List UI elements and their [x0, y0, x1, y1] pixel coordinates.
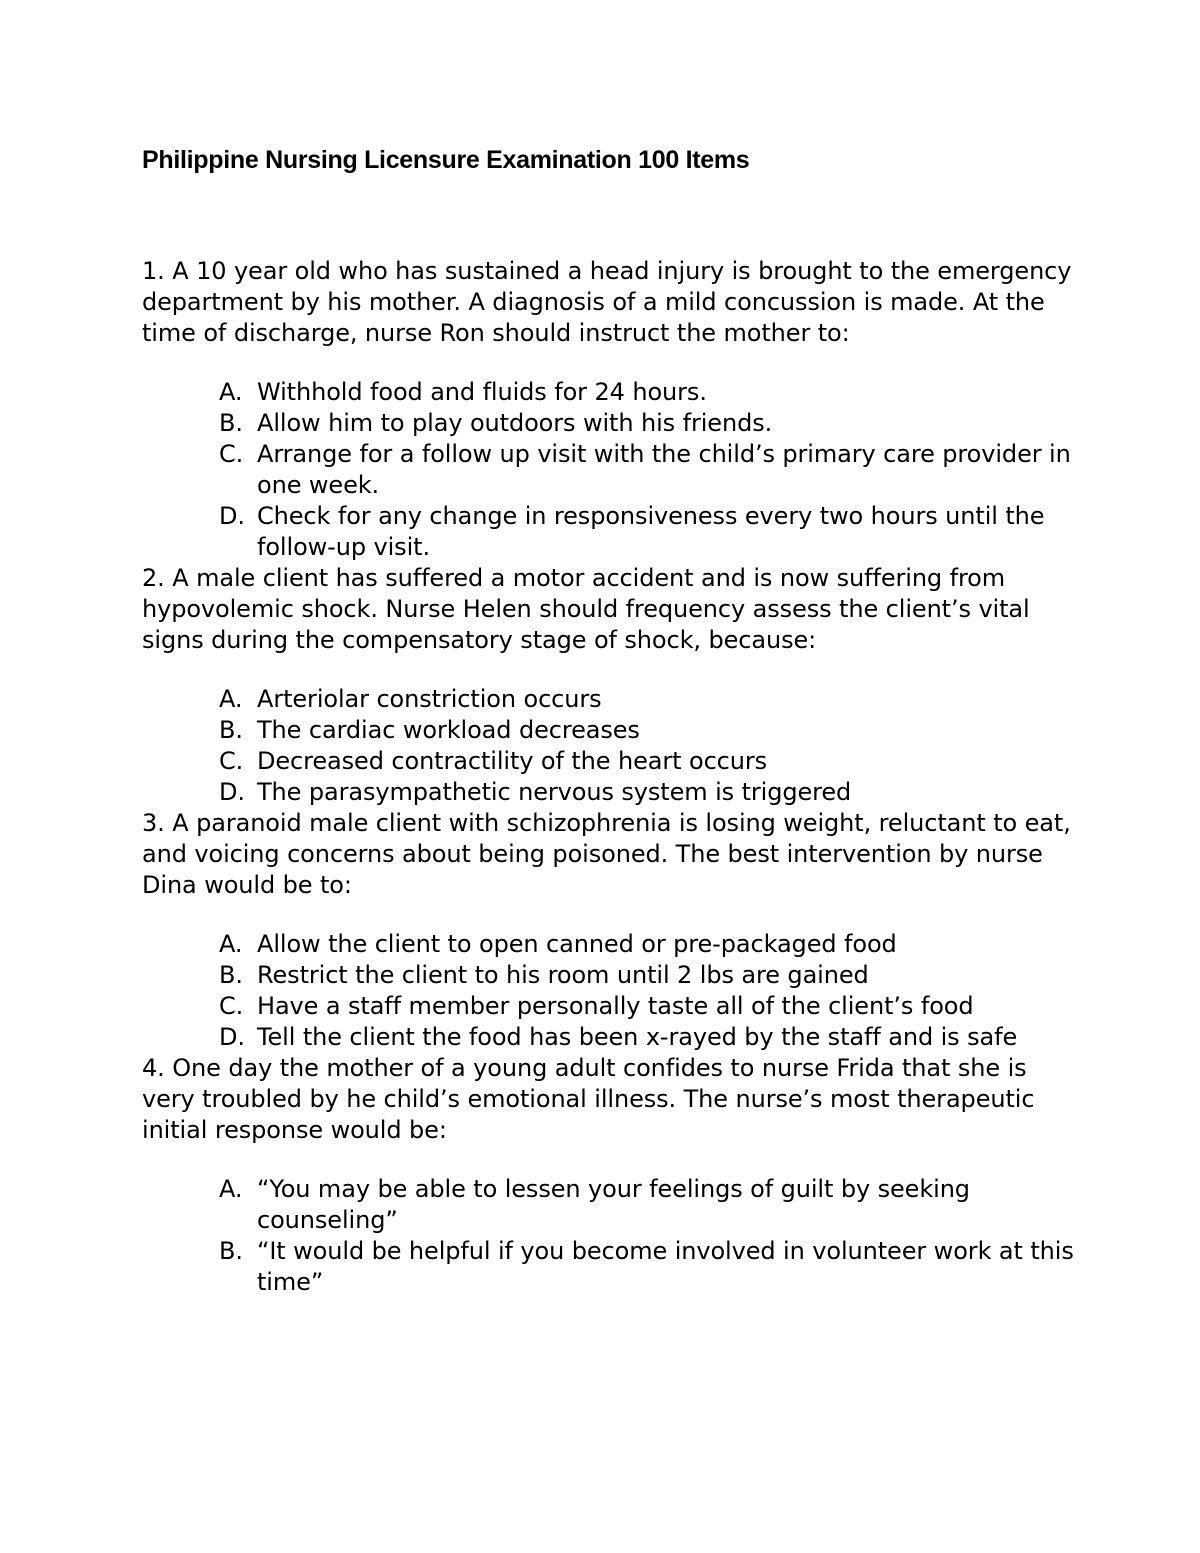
option-d: [219, 777, 1077, 808]
option-c: [219, 991, 1077, 1022]
question-text: 4. One day the mother of a young adult confides to nurse Frida that she is very troubled by he child’s emotional illness. The nurse’s most therapeutic initial response would be:: [142, 1054, 1035, 1144]
option-text: Restrict the client to his room until 2 lbs are gained: [257, 961, 869, 989]
question-3: [142, 808, 1077, 1053]
option-b: [219, 1236, 1077, 1298]
option-c: [219, 746, 1077, 777]
question-text: 3. A paranoid male client with schizophrenia is losing weight, reluctant to eat, and voicing concerns about being poisoned. The best intervention by nurse Dina would be to:: [142, 809, 1071, 899]
question-1: [142, 256, 1077, 563]
question-4: [142, 1053, 1077, 1298]
option-letter: A.: [219, 1175, 243, 1203]
option-text: “You may be able to lessen your feelings of guilt by seeking counseling”: [257, 1175, 970, 1234]
question-2: [142, 563, 1077, 808]
option-letter: C.: [219, 992, 244, 1020]
option-b: [219, 715, 1077, 746]
option-letter: B.: [219, 716, 243, 744]
option-b: [219, 960, 1077, 991]
option-text: Have a staff member personally taste all of the client’s food: [257, 992, 974, 1020]
option-text: Arrange for a follow up visit with the child’s primary care provider in one week.: [257, 440, 1071, 499]
option-letter: A.: [219, 685, 243, 713]
option-letter: A.: [219, 378, 243, 406]
question-text: 1. A 10 year old who has sustained a head injury is brought to the emergency department by his mother. A diagnosis of a mild concussion is made. At the time of discharge, nurse Ron should instruct the mother to:: [142, 257, 1072, 347]
option-a: [219, 929, 1077, 960]
option-b: [219, 408, 1077, 439]
option-letter: D.: [219, 502, 245, 530]
option-letter: B.: [219, 961, 243, 989]
option-text: Allow him to play outdoors with his friends.: [257, 409, 773, 437]
option-text: Allow the client to open canned or pre-packaged food: [257, 930, 897, 958]
option-text: Decreased contractility of the heart occurs: [257, 747, 768, 775]
option-a: [219, 1174, 1077, 1236]
question-text: 2. A male client has suffered a motor accident and is now suffering from hypovolemic shock. Nurse Helen should frequency assess the client’s vital signs during the compensatory stage of shock, because:: [142, 564, 1030, 654]
option-text: The cardiac workload decreases: [257, 716, 640, 744]
option-d: [219, 1022, 1077, 1053]
option-c: [219, 439, 1077, 501]
document-title: Philippine Nursing Licensure Examination 100 Items: [142, 146, 750, 174]
option-text: Arteriolar constriction occurs: [257, 685, 602, 713]
option-letter: A.: [219, 930, 243, 958]
option-text: Withhold food and fluids for 24 hours.: [257, 378, 707, 406]
option-letter: C.: [219, 747, 244, 775]
option-list: [142, 684, 1077, 808]
option-list: [142, 1174, 1077, 1298]
option-a: [219, 684, 1077, 715]
option-text: Check for any change in responsiveness every two hours until the follow-up visit.: [257, 502, 1045, 561]
option-text: “It would be helpful if you become involved in volunteer work at this time”: [257, 1237, 1074, 1296]
option-letter: D.: [219, 1023, 245, 1051]
option-letter: B.: [219, 1237, 243, 1265]
document-page: [142, 140, 1077, 1298]
option-text: The parasympathetic nervous system is triggered: [257, 778, 852, 806]
option-letter: C.: [219, 440, 244, 468]
option-list: [142, 929, 1077, 1053]
option-list: [142, 377, 1077, 563]
option-d: [219, 501, 1077, 563]
option-text: Tell the client the food has been x-rayed by the staff and is safe: [257, 1023, 1018, 1051]
option-letter: D.: [219, 778, 245, 806]
option-a: [219, 377, 1077, 408]
option-letter: B.: [219, 409, 243, 437]
